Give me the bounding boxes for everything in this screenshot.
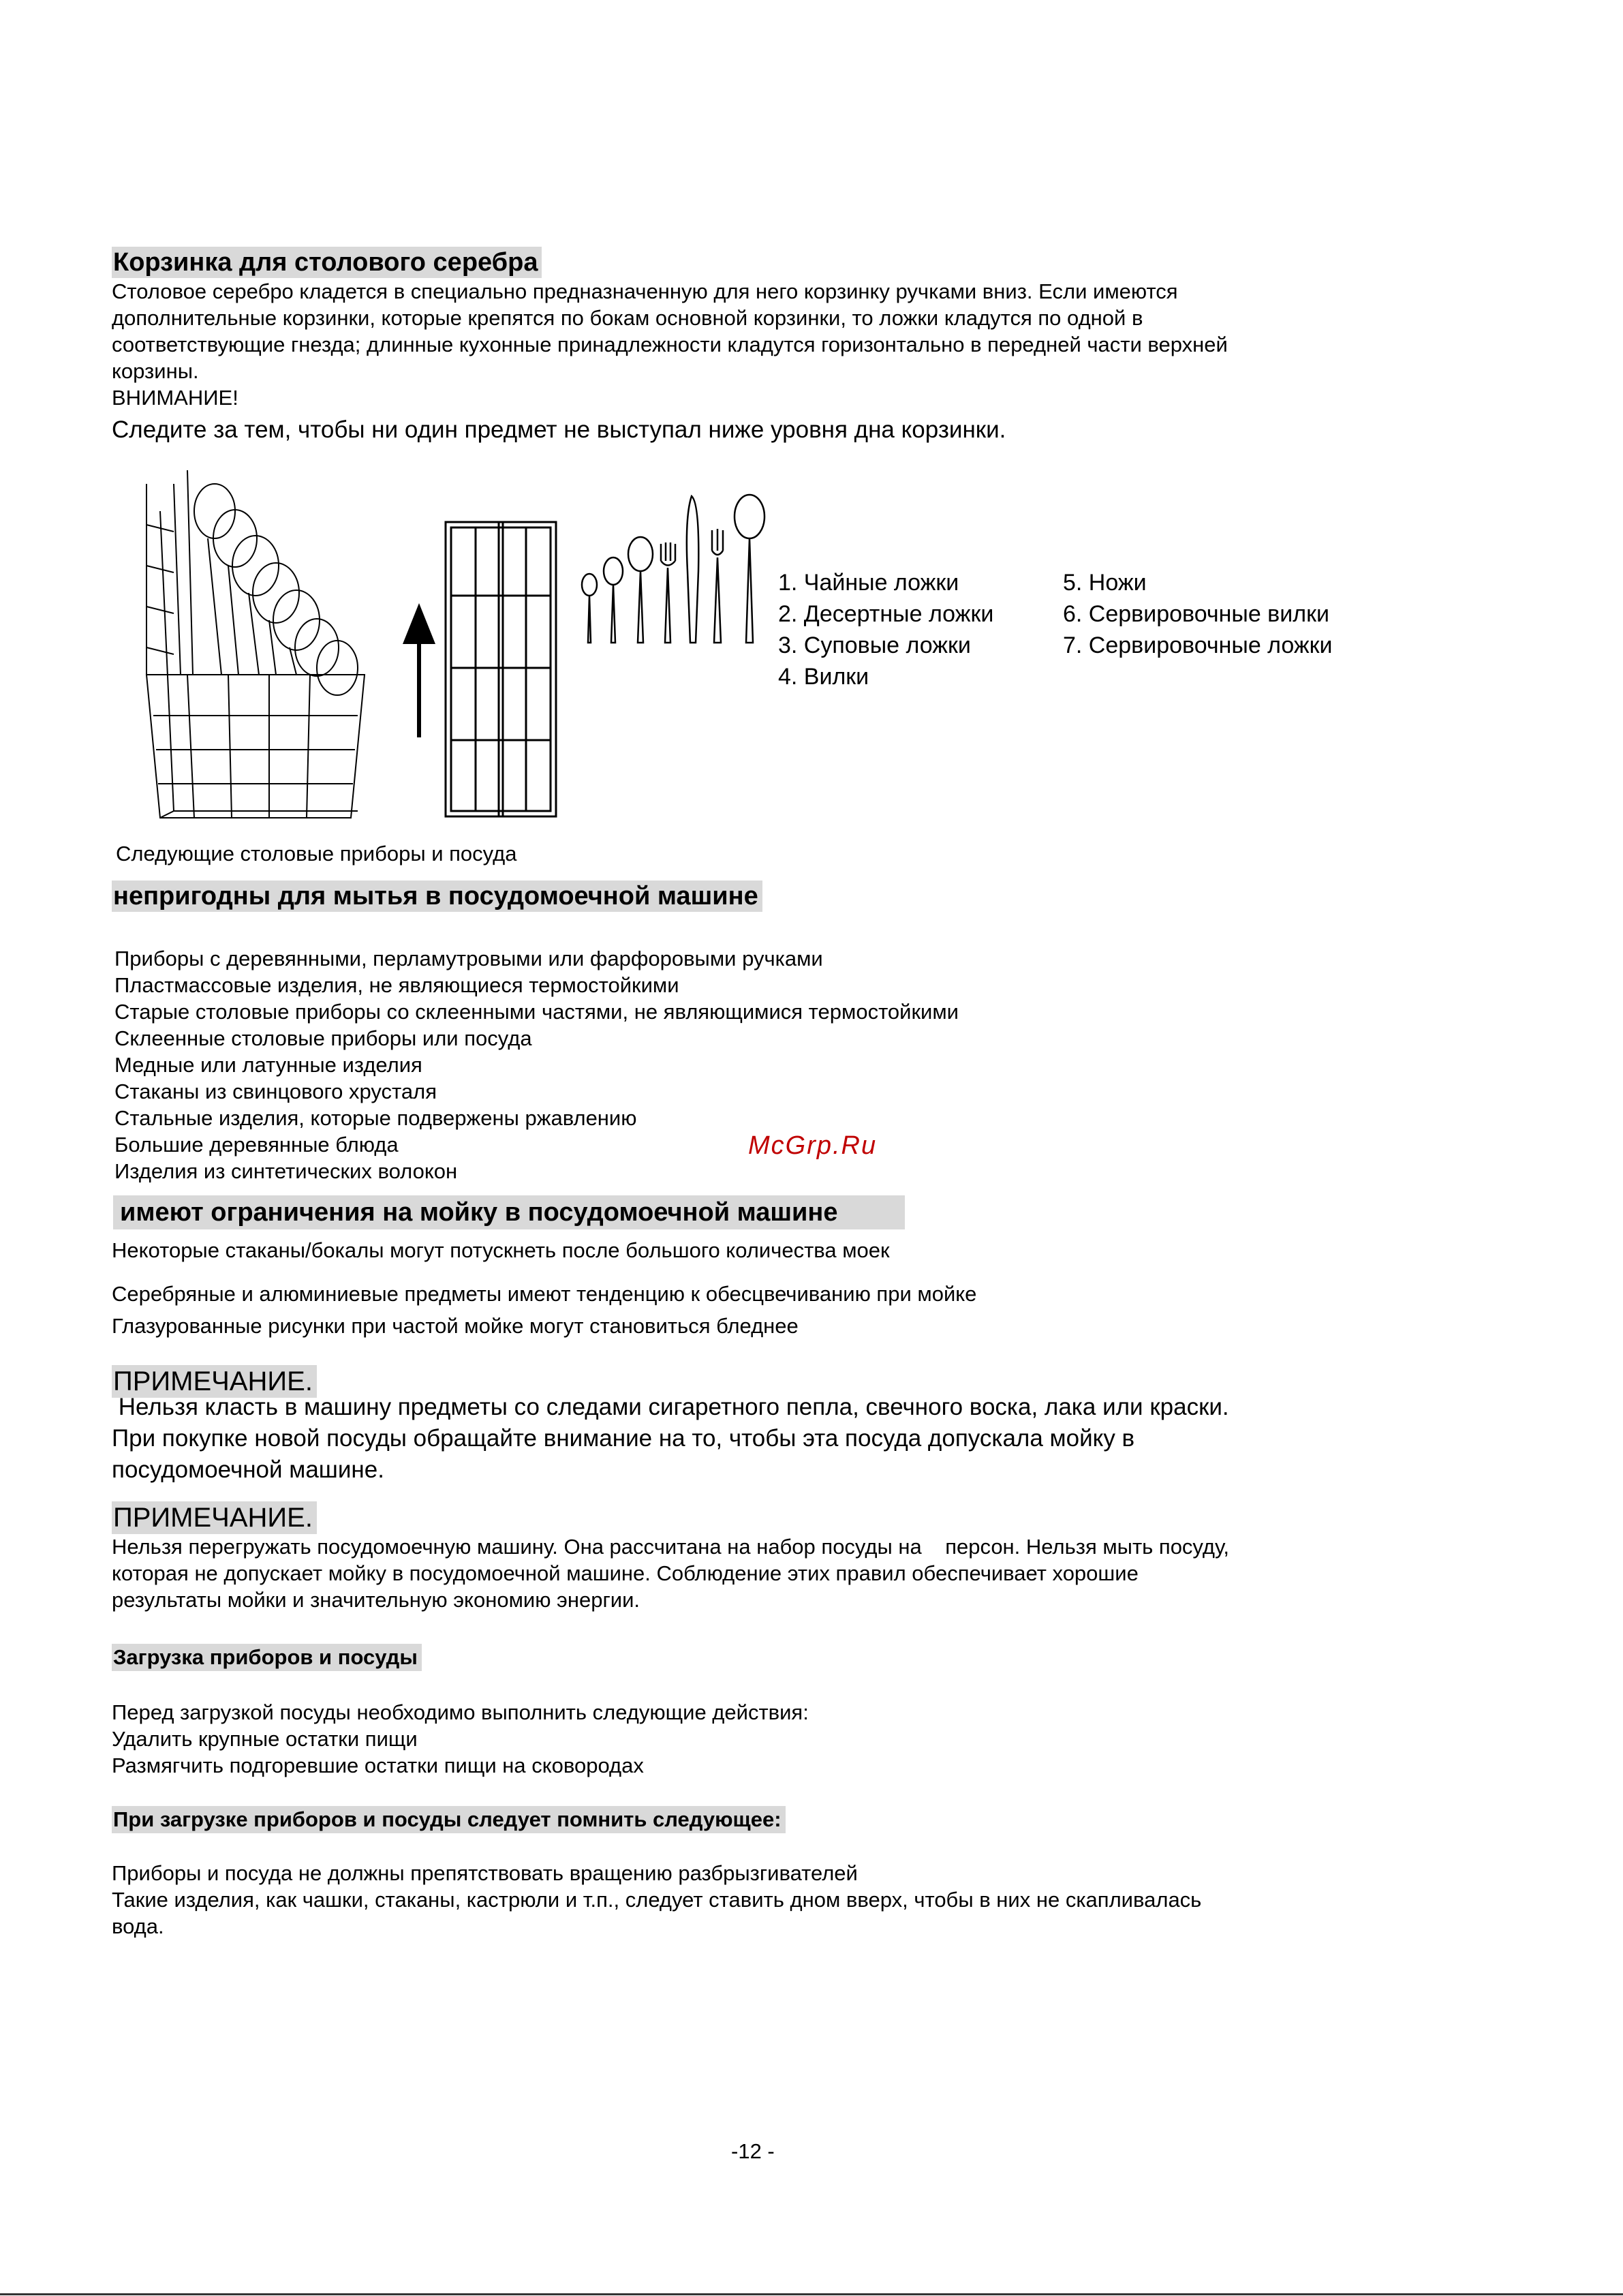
paragraph-line: вода.: [112, 1914, 164, 1938]
note1-label: ПРИМЕЧАНИЕ.: [112, 1365, 317, 1398]
paragraph-line: дополнительные корзинки, которые крепятся по бокам основной корзинки, то ложки кладутся по одной в: [112, 306, 1143, 330]
legend-left: [778, 567, 993, 692]
bottom-divider: [0, 2293, 1623, 2295]
note2-label-wrap: [112, 1501, 317, 1534]
note1-text: [112, 1392, 1597, 1486]
remember-title-wrap: [112, 1806, 786, 1833]
unsuitable-title-wrap: [112, 881, 762, 912]
list-item: Большие деревянные блюда: [114, 1133, 399, 1157]
legend-item: 3. Суповые ложки: [778, 632, 971, 658]
paragraph-line: Такие изделия, как чашки, стаканы, кастрюли и т.п., следует ставить дном вверх, чтобы в них не скапливалась: [112, 1888, 1202, 1912]
paragraph-line: Размягчить подгоревшие остатки пищи на сковородах: [112, 1754, 644, 1777]
paragraph-line: Столовое серебро кладется в специально предназначенную для него корзинку ручками вниз. Если имеются: [112, 279, 1178, 303]
legend-item: 4. Вилки: [778, 664, 869, 690]
paragraph-line: Приборы и посуда не должны препятствовать вращению разбрызгивателей: [112, 1861, 858, 1885]
paragraph-line: соответствующие гнезда; длинные кухонные принадлежности кладутся горизонтально в передней части верхней: [112, 333, 1228, 356]
remember-title: При загрузке приборов и посуды следует помнить следующее:: [112, 1806, 786, 1833]
limited-item: Глазурованные рисунки при частой мойке могут становиться бледнее: [112, 1314, 799, 1338]
note2-text: [112, 1533, 1604, 1613]
list-item: Медные или латунные изделия: [114, 1053, 422, 1077]
section-basket-title: Корзинка для столового серебра: [112, 247, 542, 278]
paragraph-line: Нельзя перегружать посудомоечную машину. Она рассчитана на набор посуды на персон. Нельзя мыть посуду,: [112, 1535, 1230, 1559]
warning-text: Следите за тем, чтобы ни один предмет не выступал ниже уровня дна корзинки.: [112, 416, 1006, 443]
limited-title-bar: [113, 1195, 905, 1229]
up-arrow-icon: [399, 603, 439, 739]
loading-title: Загрузка приборов и посуды: [112, 1644, 422, 1671]
limited-item: Серебряные и алюминиевые предметы имеют тенденцию к обесцвечиванию при мойке: [112, 1282, 977, 1306]
legend-item: 2. Десертные ложки: [778, 601, 994, 627]
legend-item: 7. Сервировочные ложки: [1063, 632, 1333, 658]
basket-grid-illustration: [443, 519, 559, 819]
legend-item: 5. Ножи: [1063, 570, 1147, 596]
list-item: Пластмассовые изделия, не являющиеся термостойкими: [114, 973, 679, 997]
watermark: McGrp.Ru: [748, 1131, 878, 1160]
list-item: Приборы с деревянными, перламутровыми или фарфоровыми ручками: [114, 947, 823, 970]
loading-text: [112, 1699, 809, 1779]
paragraph-line: При покупке новой посуды обращайте внимание на то, чтобы эта посуда допускала мойку в: [112, 1425, 1135, 1452]
cutlery-set-illustration: [576, 489, 773, 646]
list-item: Стальные изделия, которые подвержены ржавлению: [114, 1106, 637, 1130]
paragraph-line: посудомоечной машине.: [112, 1456, 384, 1483]
remember-text: [112, 1860, 1604, 1940]
paragraph-line: результаты мойки и значительную экономию энергии.: [112, 1588, 640, 1612]
paragraph-line: Нельзя класть в машину предметы со следами сигаретного пепла, свечного воска, лака или краски.: [112, 1394, 1229, 1420]
list-item: Старые столовые приборы со склеенными частями, не являющимися термостойкими: [114, 1000, 959, 1024]
section-basket-title-wrap: [112, 247, 542, 278]
unsuitable-title: непригодны для мытья в посудомоечной машине: [112, 881, 762, 912]
note2-label: ПРИМЕЧАНИЕ.: [112, 1501, 317, 1534]
warning-label: ВНИМАНИЕ!: [112, 386, 238, 410]
section-basket-text: [112, 278, 1577, 411]
limited-title: имеют ограничения на мойку в посудомоечной машине: [120, 1198, 838, 1227]
loading-title-wrap: [112, 1644, 422, 1671]
basket-illustration: [133, 457, 378, 825]
paragraph-line: Перед загрузкой посуды необходимо выполнить следующие действия:: [112, 1700, 809, 1724]
paragraph-line: корзины.: [112, 359, 199, 383]
list-item: Склеенные столовые приборы или посуда: [114, 1026, 532, 1050]
list-item: Стаканы из свинцового хрусталя: [114, 1080, 437, 1103]
limited-item: Некоторые стаканы/бокалы могут потускнеть после большого количества моек: [112, 1238, 890, 1262]
legend-item: 6. Сервировочные вилки: [1063, 601, 1329, 627]
legend-right: [1063, 567, 1333, 661]
unsuitable-intro: Следующие столовые приборы и посуда: [116, 842, 517, 866]
paragraph-line: Удалить крупные остатки пищи: [112, 1727, 418, 1751]
paragraph-line: которая не допускает мойку в посудомоечной машине. Соблюдение этих правил обеспечивает хорошие: [112, 1561, 1139, 1585]
list-item: Изделия из синтетических волокон: [114, 1159, 458, 1183]
page-number: -12 -: [731, 2139, 775, 2163]
legend-item: 1. Чайные ложки: [778, 570, 959, 596]
